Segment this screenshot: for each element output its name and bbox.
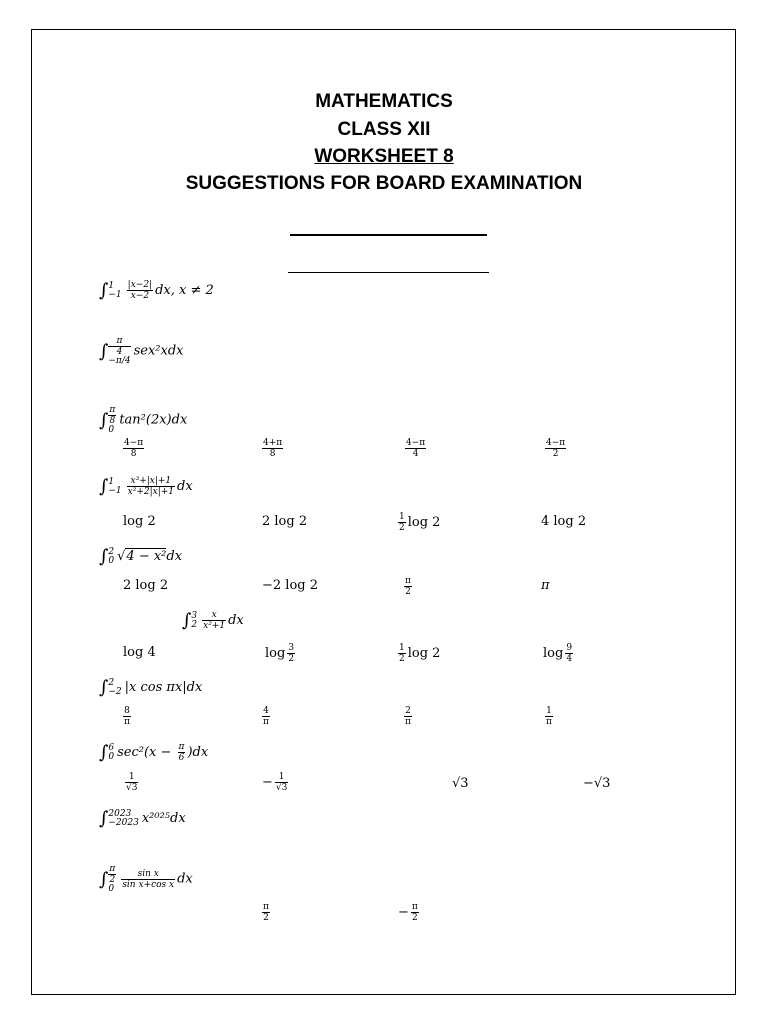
q5-option-b: −2 log 2 [262, 578, 319, 593]
q6-option-c: $\frac{1}{2}$ log 2 [399, 643, 441, 664]
exam-subtitle: SUGGESTIONS FOR BOARD EXAMINATION [185, 173, 583, 194]
q8-option-c: √3 [452, 776, 469, 791]
q10-option-a: $\frac{\pi}{2}$ [263, 902, 269, 923]
question-4: ∫ 1 −1 $\frac{\text{x³+|x|+1}}{\text{x²+2|x|+1}}$ dx [99, 476, 193, 497]
q6-option-d: log $\frac{9}{4}$ [543, 643, 573, 664]
q10-option-b: − $\frac{\pi}{2}$ [398, 902, 418, 923]
question-8: ∫ 6 0 sec²(x − $\frac{\pi}{6}$ )dx [99, 742, 209, 763]
q4-option-c: $\frac{1}{2}$ log 2 [399, 512, 441, 533]
q5-option-c: $\frac{\pi}{2}$ [405, 576, 411, 597]
q8-option-b: − $\frac{1}{√3}$ [262, 772, 288, 793]
q8-option-d: −√3 [583, 776, 611, 791]
question-2: ∫ π 4 −π/4 sex²xdx [99, 336, 184, 366]
q6-option-b: log $\frac{3}{2}$ [265, 643, 295, 664]
question-5: ∫ 2 0 √4 − x²dx [99, 546, 183, 567]
class-title: CLASS XII [337, 119, 431, 140]
q7-option-c: $\frac{2}{\pi}$ [405, 706, 411, 727]
q3-option-b: $\frac{4+\pi}{8}$ [263, 438, 283, 459]
q7-option-a: $\frac{8}{\pi}$ [124, 706, 130, 727]
question-3: ∫ π 8 0 tan²(2x)dx [99, 405, 188, 435]
q4-option-a: log 2 [123, 514, 156, 529]
q3-option-d: $\frac{4-\pi}{2}$ [546, 438, 566, 459]
q4-option-b: 2 log 2 [262, 514, 308, 529]
question-9: ∫ 2023 −2023 x²⁰²⁵dx [99, 808, 186, 829]
q7-option-b: $\frac{4}{\pi}$ [263, 706, 269, 727]
worksheet-title: WORKSHEET 8 [314, 146, 454, 167]
subject-title: MATHEMATICS [315, 91, 453, 112]
question-7: ∫ 2 −2 |x cos πx|dx [99, 677, 203, 698]
q3-option-a: $\frac{4-\pi}{8}$ [124, 438, 144, 459]
q5-option-a: 2 log 2 [123, 578, 169, 593]
question-10: ∫ π 2 0 $\frac{\text{sin x}}{\text{sin x+cos x}}$ dx [99, 864, 193, 894]
q8-option-a: $\frac{1}{√3}$ [126, 772, 138, 793]
q5-option-d: π [541, 578, 550, 593]
question-1: ∫ 1 −1 $\frac{|x-2|}{x-2}$ dx, x ≠ 2 [99, 280, 214, 301]
q3-option-c: $\frac{4-\pi}{4}$ [406, 438, 426, 459]
divider-line [288, 272, 489, 273]
q6-option-a: log 4 [123, 645, 156, 660]
question-6: ∫ 3 2 $\frac{x}{\text{x²+1}}$ dx [182, 610, 244, 631]
divider-line [290, 234, 487, 236]
q7-option-d: $\frac{1}{\pi}$ [546, 706, 552, 727]
q4-option-d: 4 log 2 [541, 514, 587, 529]
